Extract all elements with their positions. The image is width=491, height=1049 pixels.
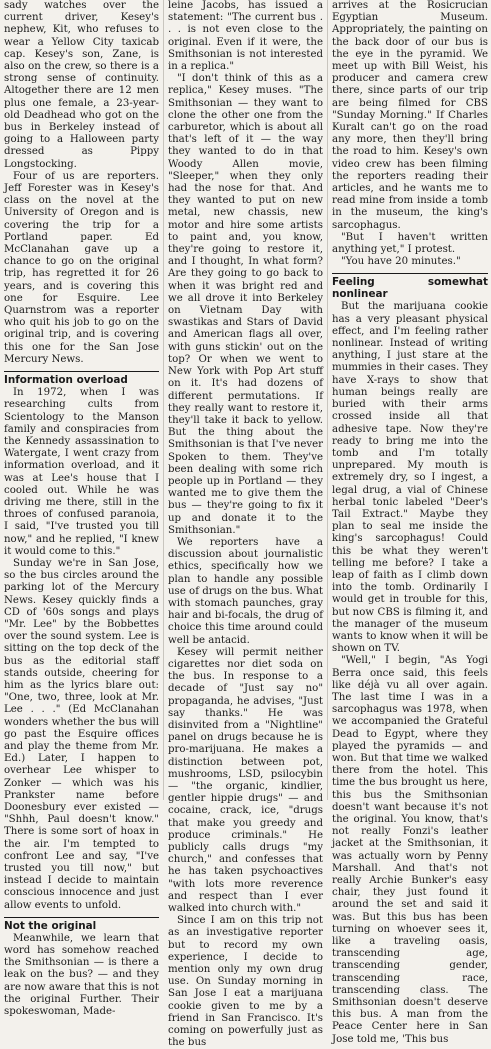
subhead-information-overload: Information overload (4, 371, 159, 386)
subhead-not-the-original: Not the original (4, 917, 159, 932)
paragraph: sady watches over the current driver, Kesey's nephew, Kit, who refuses to wear a Yellow City taxicab cap. Kesey's son, Zane, is also on the crew, so there is a strong sense of continuity. Altogether there are 12 men plus one female, a 23-year-old Deadhead who got on the bus in Berkeley instead of going to a Halloween party dressed as Pippy Longstocking. (4, 0, 159, 170)
paragraph: "But I haven't written anything yet," I protest. (332, 231, 488, 256)
article-column-3 (332, 0, 488, 1046)
paragraph: Meanwhile, we learn that word has somehow reached the Smithsonian — is there a leak on the bus? — and they are now aware that this is not the original Further. Their spokeswoman, Made- (4, 932, 159, 1018)
paragraph: leine Jacobs, has issued a statement: "The current bus . . . is not even close to the original. Even if it were, the Smithsonian is not interested in a replica." (168, 0, 323, 73)
paragraph: Sunday we're in San Jose, so the bus circles around the parking lot of the Mercury News. Kesey quickly finds a CD of '60s songs and plays "Mr. Lee" by the Bobbettes over the sound system. Lee is sitting on the top deck of the bus as the editorial staff stands outside, cheering for him as the lyrics blare out: "One, two, three, look at Mr. Lee . . ." (Ed McClanahan wonders whether the bus will go past the Esquire offices and play the theme from Mr. Ed.) Later, I happen to overhear Lee whisper to Zonker — which was his Prankster name before Doonesbury ever existed — "Shhh, Paul doesn't know." There is some sort of hoax in the air. I'm tempted to confront Lee and say, "I've trusted you till now," but instead I decide to maintain conscious innocence and just allow events to unfold. (4, 557, 159, 911)
paragraph: "Well," I begin, "As Yogi Berra once said, this feels like déjà vu all over again. The last time I was in a sarcophagus was 1978, when we accompanied the Grateful Dead to Egypt, where they played the pyramids — and won. But that time we walked there from the hotel. This time the bus brought us here, this bus the Smithsonian doesn't want because it's not the original. You know, that's not really Fonzi's leather jacket at the Smithsonian, it was actually worn by Penny Marshall. And that's not really Archie Bunker's easy chair, they just found it around the set and said it was. But this bus has been turning on whoever sees it, like a traveling oasis, transcending age, transcending gender, transcending race, transcending class. The Smithsonian doesn't deserve this bus. A man from the Peace Center here in San Jose told me, 'This bus (332, 655, 488, 1045)
paragraph: But the marijuana cookie has a very pleasant physical effect, and I'm feeling rather nonlinear. Instead of writing anything, I just stare at the mummies in their cases. They have X-rays to show that human beings really are buried with their arms crossed inside all that adhesive tape. Now they're ready to bring me into the tomb and I'm totally unprepared. My mouth is extremely dry, so I ingest, a legal drug, a vial of Chinese herbal tonic labeled "Deer's Tail Extract." Maybe they plan to seal me inside the king's sarcophagus! Could this be what they weren't telling me before? I take a leap of faith as I climb down into the tomb. Ordinarily I would get in trouble for this, but now CBS is filming it, and the manager of the museum wants to know when it will be shown on TV. (332, 301, 488, 655)
article-column-2 (168, 0, 323, 1049)
subhead-feeling-somewhat-nonlinear: Feeling somewhat nonlinear (332, 273, 488, 300)
paragraph: We reporters have a discussion about journalistic ethics, specifically how we plan to handle any possible use of drugs on the bus. What with stomach paunches, gray hair and bi-focals, the drug of choice this time around could well be antacid. (168, 536, 323, 646)
paragraph: arrives at the Rosicrucian Egyptian Museum. Appropriately, the painting on the back door of our bus is the eye in the pyramid. We meet up with Bill Weist, his producer and camera crew there, since parts of our trip are being filmed for CBS "Sunday Morning." If Charles Kuralt can't go on the road any more, then they'll bring the road to him. Kesey's own video crew has been filming the reporters reading their articles, and he wants me to read mine from inside a tomb in the museum, the king's sarcophagus. (332, 0, 488, 231)
paragraph: In 1972, when I was researching cults from Scientology to the Manson family and conspiracies from the Kennedy assassination to Watergate, I went crazy from information overload, and it was at Lee's house that I cooled out. While he was driving me there, still in the throes of confused paranoia, I said, "I've trusted you till now," and he replied, "I knew it would come to this." (4, 387, 159, 557)
article-column-1 (4, 0, 159, 1018)
paragraph: "You have 20 minutes." (341, 256, 461, 268)
paragraph: Kesey will permit neither cigarettes nor diet soda on the bus. In response to a decade of "Just say no" propaganda, he advises, "Just say thanks." He was disinvited from a "Nightline" panel on drugs because he is pro-marijuana. He makes a distinction between pot, mushrooms, LSD, psilocybin — "the organic, kindlier, gentler hippie drugs" — and cocaine, crack, ice, "drugs that make you greedy and produce criminals." He publicly calls drugs "my church," and confesses that he has taken psychoactives "with lots more reverence and respect than I ever walked into church with." (168, 646, 323, 915)
paragraph: Since I am on this trip not as an investigative reporter but to record my own experience, I decide to mention only my own drug use. On Sunday morning in San Jose I eat a marijuana cookie given to me by a friend in San Francisco. It's coming on powerfully just as the bus (168, 915, 323, 1049)
paragraph: "I don't think of this as a replica," Kesey muses. "The Smithsonian — they want to clone the other one from the carburetor, which is about all that's left of it — the way they wanted to do in that Woody Allen movie, "Sleeper," when they only had the nose for that. And they wanted to put on new metal, new chassis, new motor and hire some artists to paint and, you know, they're going to restore it, and I thought, In what form? Are they going to go back to when it was bright red and we all drove it into Berkeley on Vietnam Day with swastikas and Stars of David and American flags all over, with guns stickin' out on the top? Or when we went to New York with Pop Art stuff on it. It's had dozens of different permutations. If they really want to restore it, they'll take it back to yellow. But the thing about the Smithsonian is that I've never Spoken to them. They've been dealing with some rich people up in Portland — they wanted me to give them the bus — they're going to fix it up and donate it to the Smithsonian." (168, 73, 323, 536)
paragraph: Four of us are reporters. Jeff Forester was in Kesey's class on the novel at the University of Oregon and is covering the trip for a Portland paper. Ed McClanahan gave up a chance to go on the original trip, has regretted it for 26 years, and is covering this one for Esquire. Lee Quarnstrom was a reporter who quit his job to go on the original trip, and is covering this one for the San Jose Mercury News. (4, 170, 159, 365)
column-rule (163, 0, 164, 800)
column-rule (327, 0, 328, 800)
